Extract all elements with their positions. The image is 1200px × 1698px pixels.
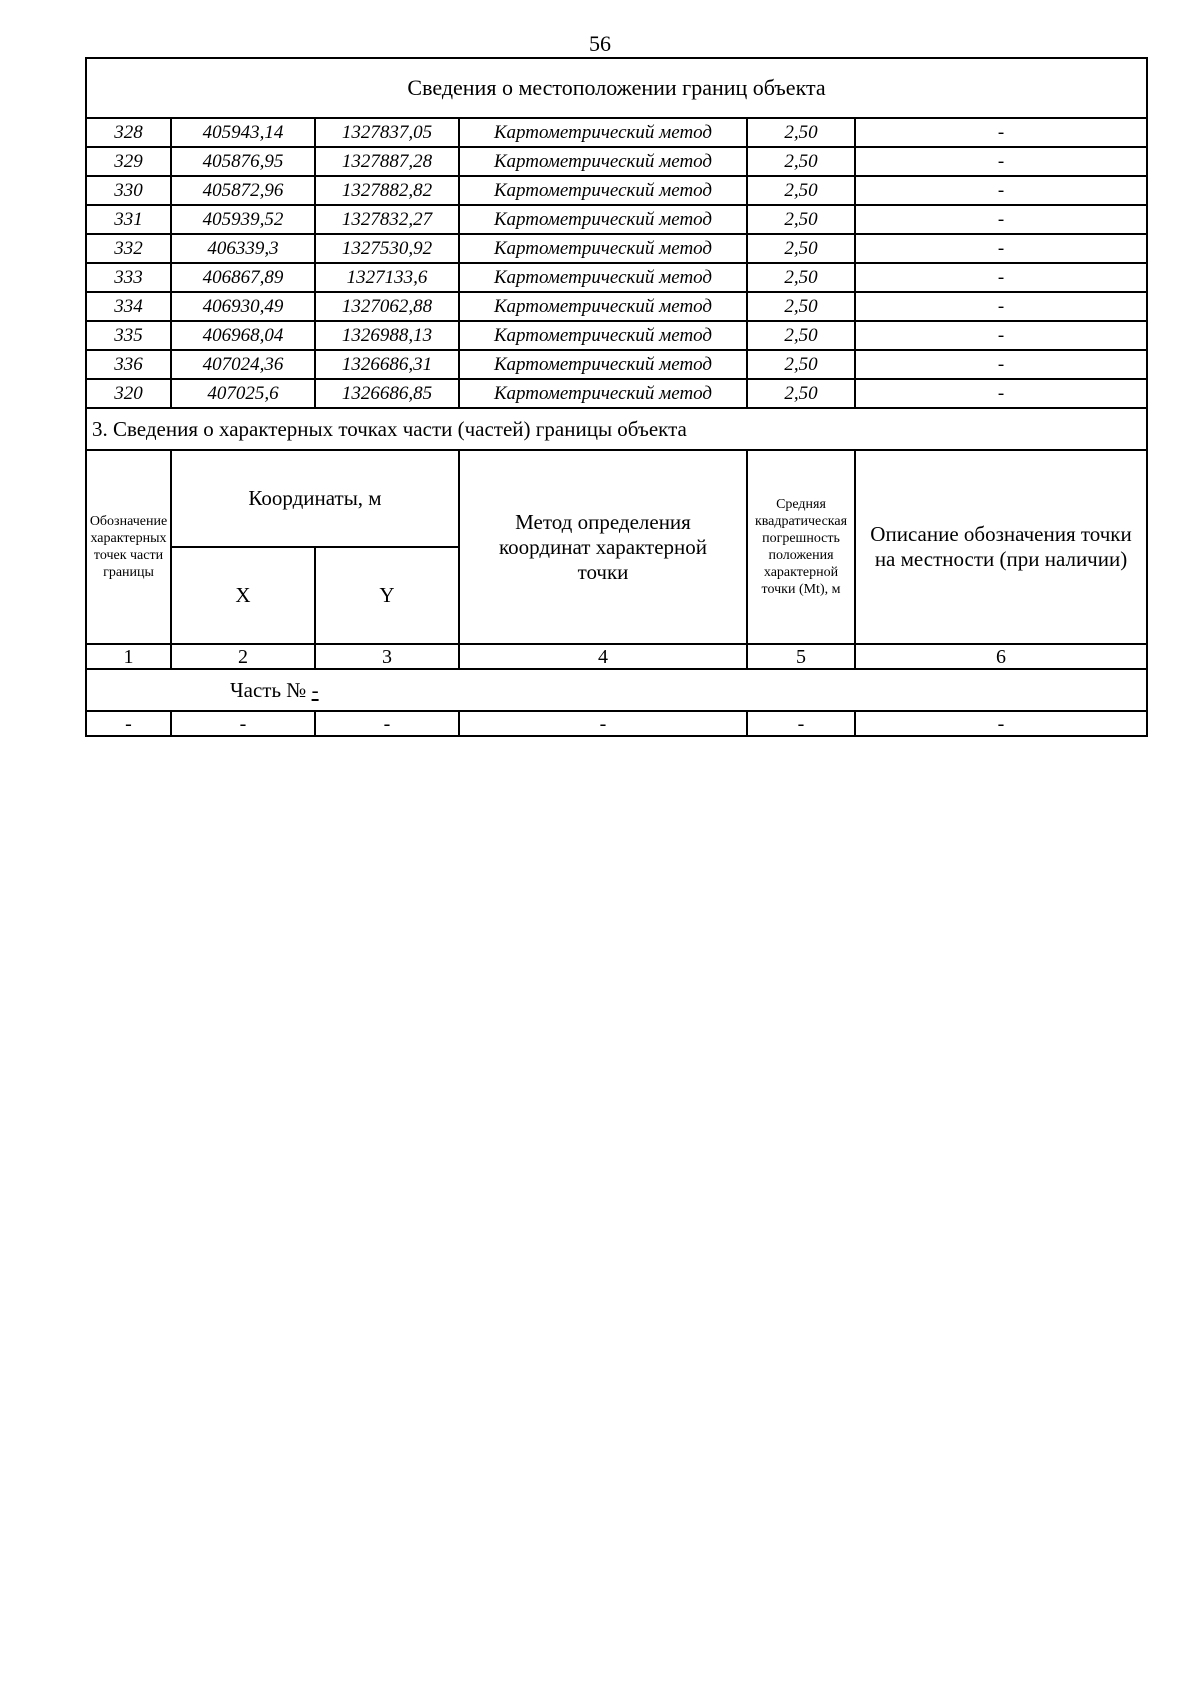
method-cell: Картометрический метод xyxy=(459,350,747,379)
y-coordinate-cell: 1326686,85 xyxy=(315,379,459,408)
description-cell: - xyxy=(855,350,1147,379)
x-coordinate-cell: 407024,36 xyxy=(171,350,315,379)
method-cell: Картометрический метод xyxy=(459,321,747,350)
part-row xyxy=(86,669,1147,711)
empty-cell: - xyxy=(855,711,1147,736)
table-row xyxy=(86,292,1147,321)
mean-error-cell: 2,50 xyxy=(747,176,855,205)
description-cell: - xyxy=(855,205,1147,234)
column-number: 4 xyxy=(459,644,747,669)
boundary-points-body xyxy=(86,58,1147,408)
x-coordinate-cell: 407025,6 xyxy=(171,379,315,408)
x-coordinate-cell: 405876,95 xyxy=(171,147,315,176)
table-row xyxy=(86,379,1147,408)
empty-cell: - xyxy=(171,711,315,736)
empty-cell: - xyxy=(459,711,747,736)
method-cell: Картометрический метод xyxy=(459,234,747,263)
part-label: Часть № xyxy=(230,677,307,702)
mean-error-cell: 2,50 xyxy=(747,205,855,234)
point-number-cell: 335 xyxy=(86,321,171,350)
part-number: - xyxy=(311,677,319,702)
x-coordinate-cell: 406867,89 xyxy=(171,263,315,292)
header-y: Y xyxy=(315,547,459,644)
table-title-row xyxy=(86,58,1147,118)
description-cell: - xyxy=(855,118,1147,147)
y-coordinate-cell: 1327832,27 xyxy=(315,205,459,234)
method-cell: Картометрический метод xyxy=(459,118,747,147)
mean-error-cell: 2,50 xyxy=(747,234,855,263)
table-row xyxy=(86,118,1147,147)
column-number: 6 xyxy=(855,644,1147,669)
header-description: Описание обозначения точки на местности (при наличии) xyxy=(855,450,1147,644)
section3-title-row xyxy=(86,408,1147,450)
table-row xyxy=(86,321,1147,350)
y-coordinate-cell: 1327837,05 xyxy=(315,118,459,147)
point-number-cell: 332 xyxy=(86,234,171,263)
point-number-cell: 331 xyxy=(86,205,171,234)
column-numbers-row xyxy=(86,644,1147,669)
description-cell: - xyxy=(855,379,1147,408)
description-cell: - xyxy=(855,234,1147,263)
section3-body xyxy=(86,408,1147,736)
table-row xyxy=(86,176,1147,205)
y-coordinate-cell: 1327887,28 xyxy=(315,147,459,176)
point-number-cell: 336 xyxy=(86,350,171,379)
point-number-cell: 330 xyxy=(86,176,171,205)
empty-cell: - xyxy=(315,711,459,736)
table-row xyxy=(86,147,1147,176)
mean-error-cell: 2,50 xyxy=(747,147,855,176)
y-coordinate-cell: 1327133,6 xyxy=(315,263,459,292)
description-cell: - xyxy=(855,176,1147,205)
method-cell: Картометрический метод xyxy=(459,176,747,205)
description-cell: - xyxy=(855,292,1147,321)
table-row xyxy=(86,350,1147,379)
header-x: X xyxy=(171,547,315,644)
x-coordinate-cell: 405939,52 xyxy=(171,205,315,234)
method-cell: Картометрический метод xyxy=(459,292,747,321)
method-cell: Картометрический метод xyxy=(459,379,747,408)
header-method: Метод определения координат характерной точки xyxy=(459,450,747,644)
empty-cell: - xyxy=(747,711,855,736)
y-coordinate-cell: 1327062,88 xyxy=(315,292,459,321)
mean-error-cell: 2,50 xyxy=(747,379,855,408)
column-number: 5 xyxy=(747,644,855,669)
x-coordinate-cell: 406339,3 xyxy=(171,234,315,263)
mean-error-cell: 2,50 xyxy=(747,118,855,147)
mean-error-cell: 2,50 xyxy=(747,263,855,292)
x-coordinate-cell: 405943,14 xyxy=(171,118,315,147)
header-mean-error: Средняя квадратическая погрешность положения характерной точки (Mt), м xyxy=(747,450,855,644)
empty-data-row xyxy=(86,711,1147,736)
table-title: Сведения о местоположении границ объекта xyxy=(86,58,1147,118)
point-number-cell: 333 xyxy=(86,263,171,292)
method-cell: Картометрический метод xyxy=(459,263,747,292)
description-cell: - xyxy=(855,263,1147,292)
y-coordinate-cell: 1327882,82 xyxy=(315,176,459,205)
point-number-cell: 334 xyxy=(86,292,171,321)
page-number: 56 xyxy=(589,31,611,56)
description-cell: - xyxy=(855,321,1147,350)
header-point-designation: Обозначение характерных точек части границы xyxy=(86,450,171,644)
part-cell xyxy=(86,669,1147,711)
x-coordinate-cell: 406930,49 xyxy=(171,292,315,321)
table-row xyxy=(86,263,1147,292)
point-number-cell: 328 xyxy=(86,118,171,147)
section3-header-row-1 xyxy=(86,450,1147,547)
mean-error-cell: 2,50 xyxy=(747,292,855,321)
y-coordinate-cell: 1326988,13 xyxy=(315,321,459,350)
mean-error-cell: 2,50 xyxy=(747,321,855,350)
point-number-cell: 320 xyxy=(86,379,171,408)
x-coordinate-cell: 406968,04 xyxy=(171,321,315,350)
column-number: 1 xyxy=(86,644,171,669)
y-coordinate-cell: 1327530,92 xyxy=(315,234,459,263)
mean-error-cell: 2,50 xyxy=(747,350,855,379)
header-coordinates: Координаты, м xyxy=(171,450,459,547)
section3-title: 3. Сведения о характерных точках части (частей) границы объекта xyxy=(86,408,1147,450)
x-coordinate-cell: 405872,96 xyxy=(171,176,315,205)
boundary-table xyxy=(85,57,1148,737)
empty-cell: - xyxy=(86,711,171,736)
method-cell: Картометрический метод xyxy=(459,147,747,176)
column-number: 2 xyxy=(171,644,315,669)
column-number: 3 xyxy=(315,644,459,669)
description-cell: - xyxy=(855,147,1147,176)
point-number-cell: 329 xyxy=(86,147,171,176)
table-row xyxy=(86,205,1147,234)
method-cell: Картометрический метод xyxy=(459,205,747,234)
y-coordinate-cell: 1326686,31 xyxy=(315,350,459,379)
table-row xyxy=(86,234,1147,263)
